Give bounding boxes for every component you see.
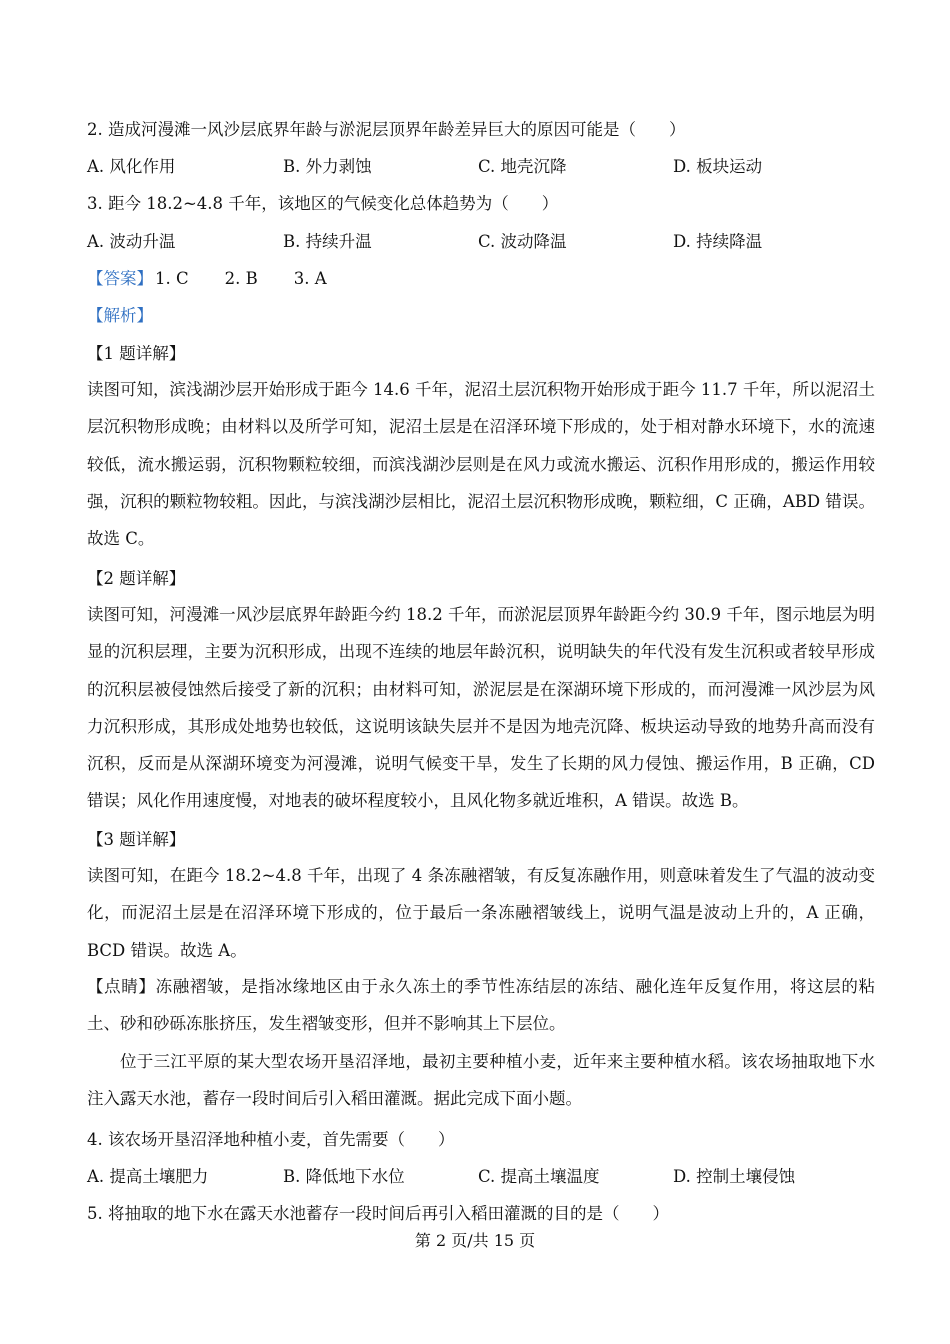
page-footer: 第 2 页/共 15 页 bbox=[414, 1231, 536, 1250]
detail-1-heading: 【1 题详解】 bbox=[87, 344, 186, 363]
question-3-stem: 3. 距今 18.2~4.8 千年，该地区的气候变化总体趋势为（ ） bbox=[87, 194, 559, 213]
answer-tag: 【答案】 bbox=[87, 269, 153, 288]
question-2-option-a: A. 风化作用 bbox=[87, 157, 176, 176]
detail-2-heading: 【2 题详解】 bbox=[87, 569, 186, 588]
question-2-option-c: C. 地壳沉降 bbox=[478, 157, 567, 176]
tip-tag: 【点睛】 bbox=[87, 977, 156, 996]
question-3-option-c: C. 波动降温 bbox=[478, 232, 567, 251]
detail-3-text: 读图可知，在距今 18.2~4.8 千年，出现了 4 条冻融褶皱，有反复冻融作用，则意味着发生了气温的波动变化，而泥沼土层是在沼泽环境下形成的，位于最后一条冻融褶皱线上，说明气温是波动上升的，A 正确，BCD 错误。故选 A。 bbox=[87, 866, 875, 960]
answer-line bbox=[87, 265, 363, 289]
analysis-tag: 【解析】 bbox=[87, 306, 153, 325]
question-4-option-a: A. 提高土壤肥力 bbox=[87, 1167, 209, 1186]
question-4-option-b: B. 降低地下水位 bbox=[283, 1167, 405, 1186]
question-4-option-c: C. 提高土壤温度 bbox=[478, 1167, 600, 1186]
question-2-stem: 2. 造成河漫滩一风沙层底界年龄与淤泥层顶界年龄差异巨大的原因可能是（ ） bbox=[87, 120, 686, 139]
question-3-option-b: B. 持续升温 bbox=[283, 232, 372, 251]
answer-item-1: 1. C bbox=[155, 269, 189, 288]
question-3-option-a: A. 波动升温 bbox=[87, 232, 176, 251]
answer-item-2: 2. B bbox=[224, 269, 258, 288]
question-2-option-b: B. 外力剥蚀 bbox=[283, 157, 372, 176]
tip-text: 冻融褶皱，是指冰缘地区由于永久冻土的季节性冻结层的冻结、融化连年反复作用，将这层的粘土、砂和砂砾冻胀挤压，发生褶皱变形，但并不影响其上下层位。 bbox=[87, 977, 876, 1034]
detail-3-heading: 【3 题详解】 bbox=[87, 830, 186, 849]
material-paragraph: 位于三江平原的某大型农场开垦沼泽地，最初主要种植小麦，近年来主要种植水稻。该农场抽取地下水注入露天水池，蓄存一段时间后引入稻田灌溉。据此完成下面小题。 bbox=[87, 1052, 875, 1109]
question-2-option-d: D. 板块运动 bbox=[673, 157, 763, 176]
detail-1-text: 读图可知，滨浅湖沙层开始形成于距今 14.6 千年，泥沼土层沉积物开始形成于距今 11.7 千年，所以泥沼土层沉积物形成晚；由材料以及所学可知，泥沼土层是在沼泽环境下形成的，处于相对静水环境下，水的流速较低，流水搬运弱，沉积物颗粒较细，而滨浅湖沙层则是在风力或流水搬运、沉积作用形成的，搬运作用较强，沉积的颗粒物较粗。因此，与滨浅湖沙层相比，泥沼土层沉积物形成晚，颗粒细，C 正确，ABD 错误。故选 C。 bbox=[87, 380, 875, 549]
answer-item-3: 3. A bbox=[293, 269, 327, 288]
question-4-option-d: D. 控制土壤侵蚀 bbox=[673, 1167, 796, 1186]
detail-2-text: 读图可知，河漫滩一风沙层底界年龄距今约 18.2 千年，而淤泥层顶界年龄距今约 30.9 千年，图示地层为明显的沉积层理，主要为沉积形成，出现不连续的地层年龄沉积，说明缺失的年代没有发生沉积或者较早形成的沉积层被侵蚀然后接受了新的沉积；由材料可知，淤泥层是在深湖环境下形成的，而河漫滩一风沙层为风力沉积形成，其形成处地势也较低，这说明该缺失层并不是因为地壳沉降、板块运动导致的地势升高而没有沉积，反而是从深湖环境变为河漫滩，说明气候变干旱，发生了长期的风力侵蚀、搬运作用，B 正确，CD 错误；风化作用速度慢，对地表的破坏程度较小，且风化物多就近堆积，A 错误。故选 B。 bbox=[87, 605, 875, 811]
tip-paragraph bbox=[87, 968, 875, 1043]
question-5-stem: 5. 将抽取的地下水在露天水池蓄存一段时间后再引入稻田灌溉的目的是（ ） bbox=[87, 1204, 669, 1223]
question-3-option-d: D. 持续降温 bbox=[673, 232, 763, 251]
question-4-stem: 4. 该农场开垦沼泽地种植小麦，首先需要（ ） bbox=[87, 1130, 455, 1149]
